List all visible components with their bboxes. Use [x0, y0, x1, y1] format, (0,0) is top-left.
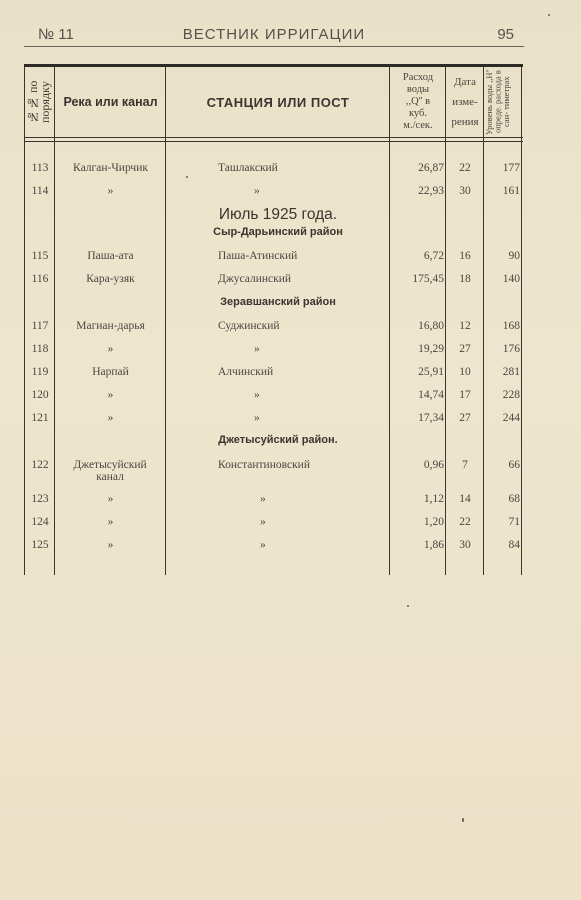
- table-row: 124 » » 1,20 22 71: [31, 516, 520, 528]
- table-row: 125 » » 1,86 30 84: [31, 539, 520, 551]
- paper-speck: [186, 176, 188, 178]
- table-row: 113 Калган-Чирчик Ташлакский 26,87 22 177: [31, 162, 520, 174]
- paper-speck: [462, 818, 464, 822]
- col-header-date: Дата изме- рения: [451, 76, 479, 128]
- issue-number: № 11: [38, 26, 74, 43]
- section-month: Июль 1925 года.: [218, 206, 338, 223]
- col-header-station: СТАНЦИЯ ИЛИ ПОСТ: [206, 94, 350, 110]
- table-row: 120 » » 14,74 17 228: [31, 389, 520, 401]
- header-rule: [24, 137, 523, 138]
- table-row: 117 Магиан-дарья Суджинский 16,80 12 168: [31, 320, 520, 332]
- section-region-dzhetysu: Джетысуйский район.: [218, 434, 338, 446]
- table-row: 118 » » 19,29 27 176: [31, 343, 520, 355]
- discharge-table: [24, 64, 523, 575]
- col-header-river: Река или канал: [63, 95, 158, 109]
- col-header-discharge: Расход воды ,,Q'' в куб. м./сек.: [402, 72, 434, 131]
- table-row: 121 » » 17,34 27 244: [31, 412, 520, 424]
- col-header-level: Уровень воды ,,H'' опреде. расхода в сан- тиметрах: [484, 69, 511, 135]
- table-row: 122 Джетысуйский канал Константиновский 0,96 7 66: [31, 459, 520, 483]
- journal-title: ВЕСТНИК ИРРИГАЦИИ: [182, 26, 366, 43]
- table-row: 116 Кара-узяк Джусалинский 175,45 18 140: [31, 273, 520, 285]
- running-head: [24, 26, 524, 47]
- paper-speck: [407, 605, 409, 607]
- table-row: 123 » » 1,12 14 68: [31, 493, 520, 505]
- section-region-zeravshan: Зеравшанский район: [220, 296, 336, 308]
- header-rule-thin: [24, 141, 523, 142]
- section-region-syr-darya: Сыр-Дарьинский район: [213, 226, 343, 238]
- table-row: 115 Паша-ата Паша-Атинский 6,72 16 90: [31, 250, 520, 262]
- table-row: 119 Нарпай Алчинский 25,91 10 281: [31, 366, 520, 378]
- table-row: 114 » » 22,93 30 161: [31, 185, 520, 197]
- paper-speck: [548, 14, 550, 16]
- page-number: 95: [497, 26, 514, 43]
- col-header-number: №№ по порядку: [26, 80, 52, 124]
